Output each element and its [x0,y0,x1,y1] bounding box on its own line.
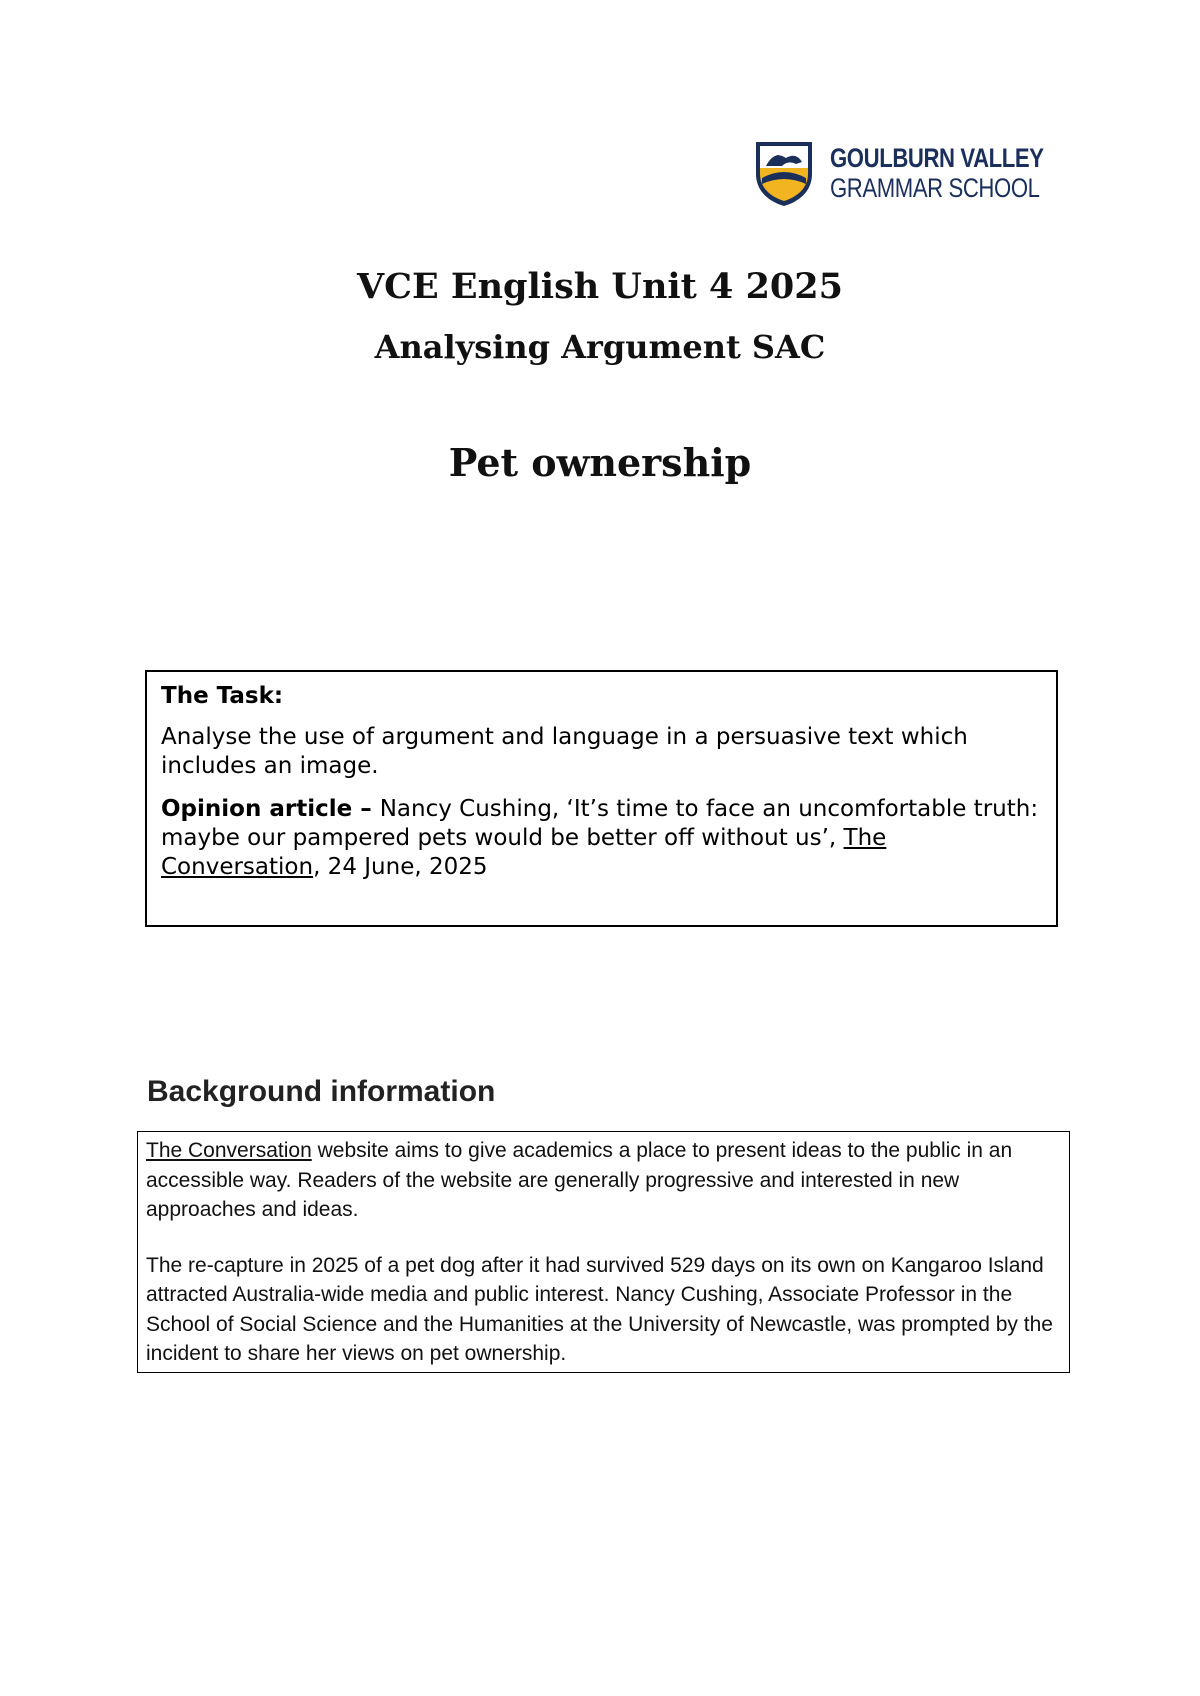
logo-line-1: GOULBURN VALLEY [830,143,1044,173]
background-paragraph-1 [146,1136,1061,1225]
task-box [145,670,1058,927]
background-paragraph-2: The re-capture in 2025 of a pet dog after it had survived 529 days on its own on Kangaroo Island attracted Australia-wide media and public interest. Nancy Cushing, Associate Professor in the School of Social Science and the Humanities at the University of Newcastle, was prompted by the incident to share her views on pet ownership. [146,1253,1053,1365]
background-heading: Background information [147,1075,496,1108]
school-logo [752,138,1091,208]
article-author: Nancy Cushing, ‘It’s time to face an uncomfortable truth: maybe our pampered pets would be better off without us’, [161,796,1039,851]
article-label: Opinion article – [161,796,380,822]
background-source: The Conversation [146,1139,312,1162]
background-box [137,1131,1070,1373]
document-subtitle: Analysing Argument SAC [374,328,826,366]
document-title: VCE English Unit 4 2025 [357,266,843,307]
topic-title: Pet ownership [448,440,752,485]
article-source: The Conversation [161,825,887,880]
logo-line-2: GRAMMAR SCHOOL [830,173,1040,203]
article-reference [161,795,1042,882]
task-instruction: Analyse the use of argument and language in a persuasive text which includes an image. [161,724,968,779]
task-label: The Task: [161,683,284,709]
article-date: , 24 June, 2025 [313,854,488,880]
background-text-1: website aims to give academics a place to present ideas to the public in an accessible way. Readers of the website are generally progressive and interested in new approaches and ideas. [146,1139,1013,1221]
school-crest-icon [752,138,816,208]
